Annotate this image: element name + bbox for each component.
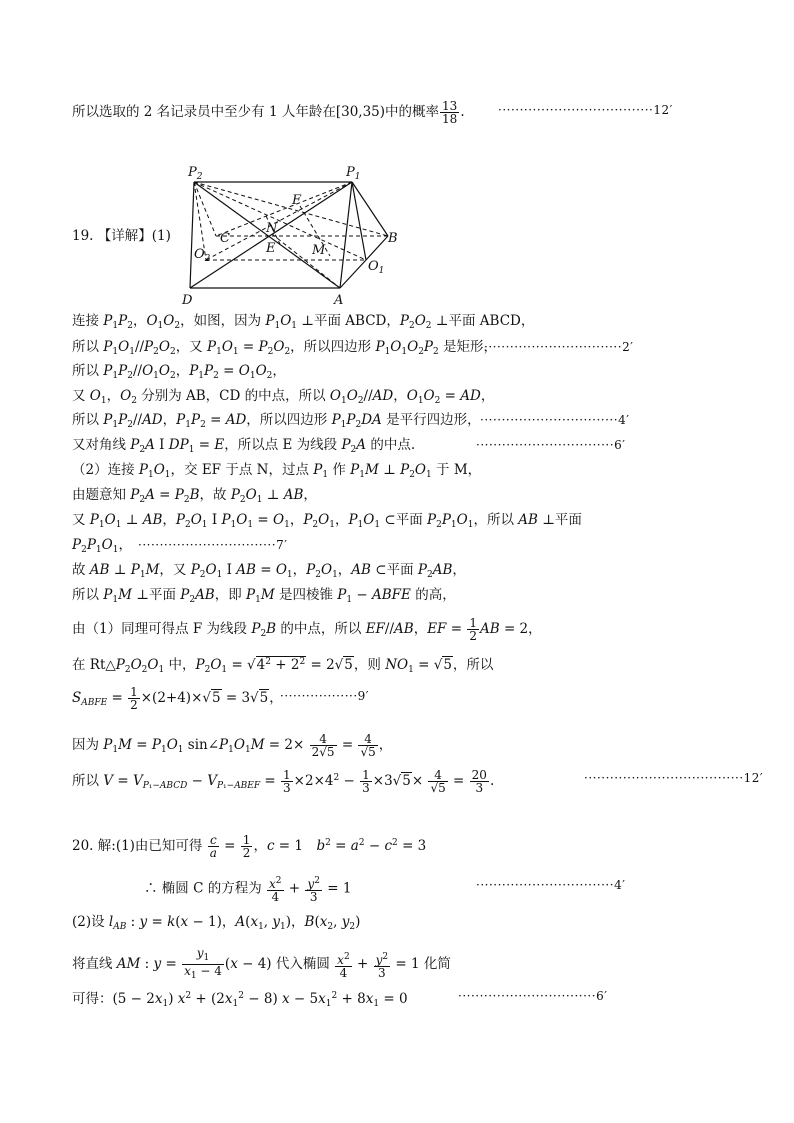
q20-heading: 20. 解: (72, 838, 116, 854)
score-mark-12-top: ····································12′ (498, 103, 673, 117)
label-n: N (266, 221, 278, 236)
q19-heading: 19. 【详解】(1) (72, 228, 171, 244)
geometry-figure (180, 160, 400, 310)
score-mark-2: ································2′ (484, 340, 634, 354)
proof-line-5: 所以 $P_1P_2//AD$，$P_1P_2$ = AD，所以四边形 $P_1P_2DA$ 是平行四边形， (72, 412, 481, 430)
label-a: A (334, 293, 344, 308)
label-p1: $P_1$ (346, 165, 361, 182)
label-b: B (388, 231, 398, 246)
proof-line-9: 又 $P_1O_1$ ⊥ AB，$P_2O_1$ I $P_1O_1 = O_1$，$P_2O_1$，$P_1O_1$ ⊂平面 $P_2P_1O_1$，所以 AB ⊥平面 (72, 512, 582, 530)
probability-line: 所以选取的 2 名记录员中至少有 1 人年龄在[30,35)中的概率 $\frac{13}{18}$ . (72, 99, 465, 126)
proof-line-12: 所以 $P_1M$ ⊥平面 $P_2AB$，即 $P_1M$ 是四棱锥 $P_1$ − ABFE 的高， (72, 587, 456, 605)
probability-fraction: $\frac{13}{18}$ (442, 99, 458, 126)
probability-text: 所以选取的 2 名记录员中至少有 1 人年龄在[30,35)中的概率 (72, 104, 440, 120)
q20-line-2: ∴ 椭圆 C 的方程为 $\frac{x^2}{4}$ + $\frac{y^2}{3}$ = 1 (144, 876, 352, 904)
q20-line-4: 将直线 AM : y = $\frac{y_1}{x_1 - 4}$ (x − 4) 代入椭圆 $\frac{x^2}{4}$ + $\frac{y^2}{3}$ = 1 化简 (72, 946, 451, 981)
label-f: F (292, 193, 302, 208)
proof-line-2: 所以 $P_1O_1//P_2O_2$，又 $P_1O_1 = P_2O_2$，所以四边形 $P_1O_1O_2P_2$ 是矩形， (72, 339, 498, 357)
score-mark-4: ································4′ (480, 413, 630, 427)
score-mark-6-q20: ································6′ (458, 989, 608, 1003)
score-mark-4-q20: ································4′ (476, 878, 626, 892)
label-c: C (220, 231, 230, 246)
score-mark-12: ·····································12′ (584, 771, 764, 785)
label-m: M (312, 243, 326, 258)
score-mark-9: ··················9′ (280, 689, 370, 703)
proof-line-17: 所以 $V = V_{P_1-ABCD} - V_{P_1-ABEF}$ = $\frac{1}{3}$ $\times 2\times 4^2$ − $\frac{1}{3}$ ×3√5× $\frac{4}{√5}$ = $\frac{20}{3}$ . (72, 768, 495, 795)
proof-line-7: （2）连接 $P_1O_1$，交 EF 于点 N，过点 $P_1$ 作 $P_1M$ ⊥ $P_2O_1$ 于 M， (72, 462, 482, 480)
proof-line-11: 故 AB ⊥ $P_1M$，又 $P_2O_1$ I AB = $O_1$，$P_2O_1$，AB ⊂平面 $P_2AB$， (72, 562, 466, 580)
proof-line-6: 又对角线 $P_2A$ I $DP_1 = E$，所以点 E 为线段 $P_2A$ 的中点. (72, 437, 416, 455)
score-mark-6: ································6′ (476, 438, 626, 452)
proof-line-3: 所以 $P_1P_2//O_1O_2$，$P_1P_2 = O_1O_2$， (72, 363, 286, 381)
q20-line-3: (2)设 $l_{AB}$ : y = k(x − 1)，$A(x_1$, $y_1$)，$B(x_2$, $y_2$) (72, 914, 361, 932)
proof-line-1: 连接 $P_1P_2$，$O_1O_2$，如图，因为 $P_1O_1$ ⊥平面 ABCD，$P_2O_2$ ⊥平面 ABCD， (72, 313, 535, 331)
label-e: E (266, 241, 276, 256)
label-o1: $O_1$ (368, 259, 385, 276)
label-o2: $O_2$ (194, 247, 211, 264)
proof-line-10: $P_2P_1O_1$， (72, 537, 132, 555)
q20-line-5: 可得：$(5 - 2x_1)$ $x^2 + (2x_1^2 - 8) x - 5x_1^2 + 8x_1 = 0$ (72, 991, 408, 1009)
proof-line-16: 因为 $P_1M = P_1O_1$ $\sin\angle P_1O_1M = 2\times$ $\frac{4}{2√5}$ = $\frac{4}{√5}$ ， (72, 732, 393, 759)
q20-line-1: 20. 解:(1)由已知可得 $\frac{c}{a}$ = $\frac{1}{2}$ ，c = 1 $b^2 = a^2 - c^2 = 3$ (72, 833, 427, 860)
proof-line-13: 由（1）同理可得点 F 为线段 $P_2B$ 的中点，所以 EF//AB，EF = $\frac{1}{2}$ AB = 2， (72, 616, 542, 643)
proof-line-4: 又 $O_1$，$O_2$ 分别为 AB，CD 的中点，所以 $O_1O_2//AD$，$O_1O_2$ = AD， (72, 388, 495, 406)
score-mark-7: ································7′ (138, 538, 288, 552)
proof-line-15: $S_{ABFE}$ = $\frac{1}{2}$ ×(2+4)×√5 = 3√5， (72, 685, 283, 712)
label-p2: $P_2$ (188, 165, 203, 182)
proof-line-8: 由题意知 $P_2A = P_2B$，故 $P_2O_1$ ⊥ AB， (72, 487, 317, 505)
label-d: D (182, 293, 193, 308)
proof-line-14: 在 $Rt\triangle P_2O_2O_1$ 中，$P_2O_1 = √4^2 + 2^2 = 2√5$，则 $NO_1 = √5$，所以 (72, 657, 494, 675)
